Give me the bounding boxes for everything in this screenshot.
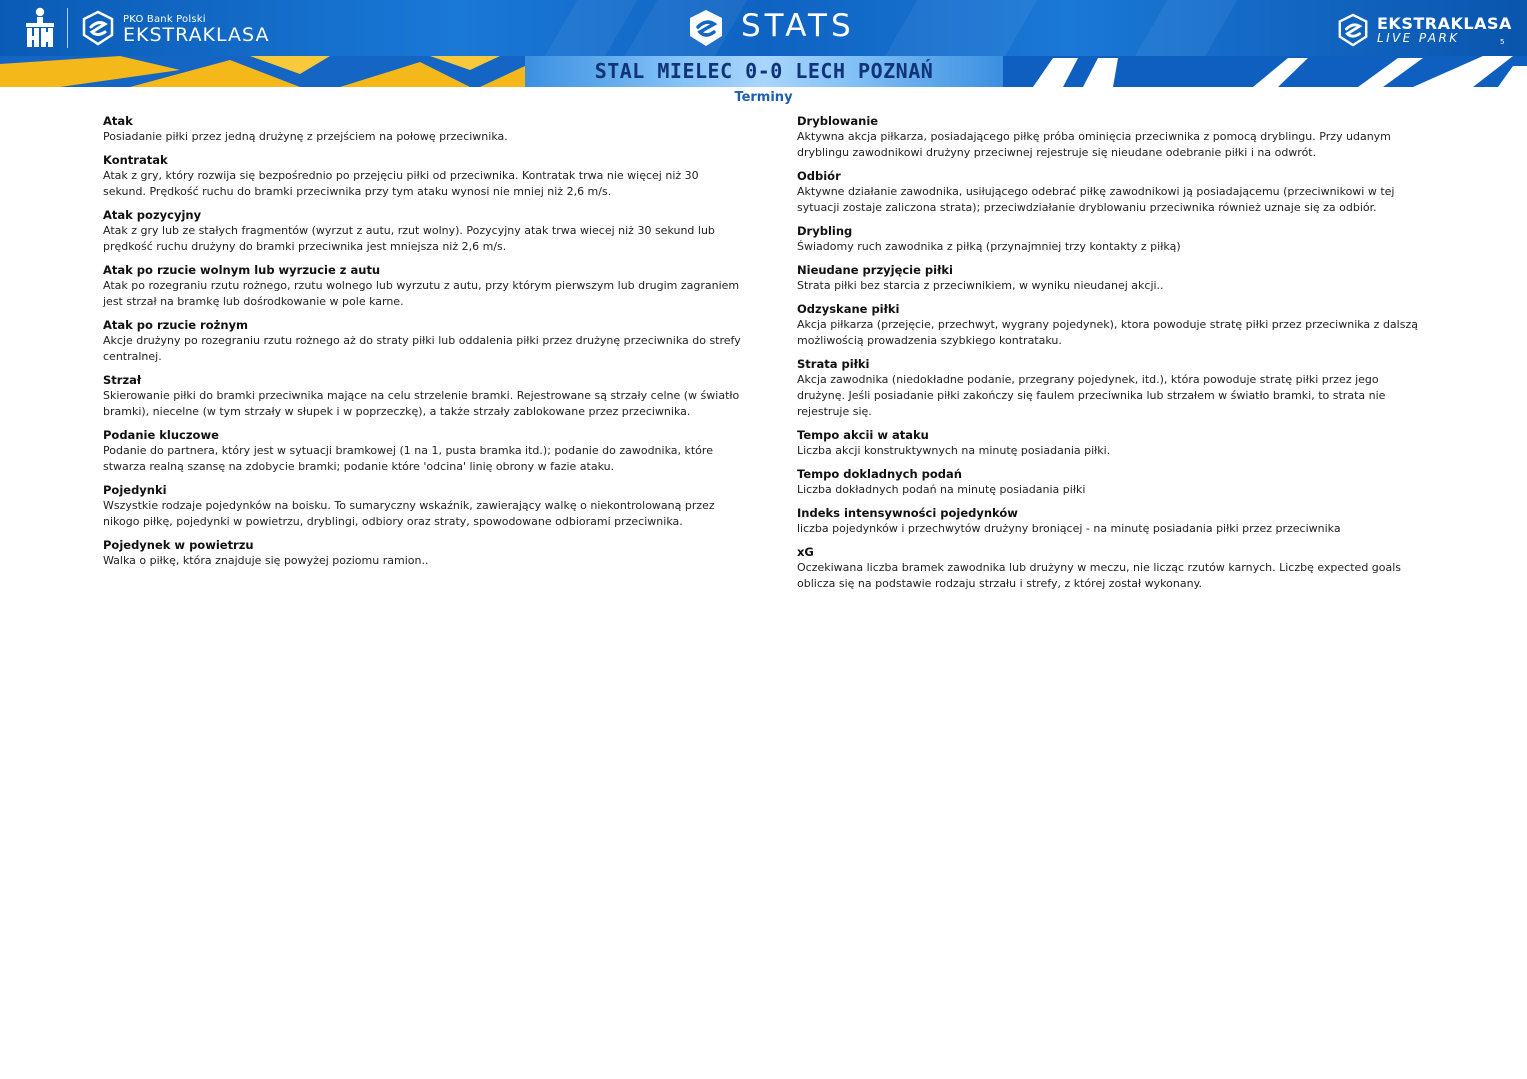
term-entry <box>103 113 743 145</box>
term-name: Kontratak <box>103 153 168 167</box>
term-definition: Aktywna akcja piłkarza, posiadającego piłkę próba ominięcia przeciwnika z pomocą dryblingu. Przy udanym dryblingu zawodnikowi drużyny przeciwnej rejestruje się nieudane odebranie piłki i na odwrót. <box>797 130 1391 159</box>
term-entry <box>797 505 1425 537</box>
live-park-logo-icon <box>1336 13 1370 47</box>
term-definition: Świadomy ruch zawodnika z piłką (przynajmniej trzy kontakty z piłką) <box>797 240 1181 253</box>
term-entry <box>103 317 743 365</box>
decorative-stars-graphic <box>0 56 525 87</box>
term-entry <box>797 113 1425 161</box>
term-definition: Akcja zawodnika (niedokładne podanie, przegrany pojedynek, itd.), która powoduje stratę piłki przez jego drużynę. Jeśli posiadanie piłki zakończy się faulem przeciwnika lub strzałem w światło bramki, to strata nie rejestruje się. <box>797 373 1386 418</box>
term-name: Pojedynek w powietrzu <box>103 538 254 552</box>
term-definition: Aktywne działanie zawodnika, usiłującego odebrać piłkę zawodnikowi ją posiadającemu (przeciwnikowi w tej sytuacji zostaje zaliczona strata); przeciwdziałanie dryblowaniu przeciwnika również uznaje się za odbiór. <box>797 185 1395 214</box>
term-name: Drybling <box>797 224 853 238</box>
stats-title: STATS <box>741 8 855 44</box>
match-title: STAL MIELEC 0-0 LECH POZNAŃ <box>594 59 934 83</box>
term-name: Podanie kluczowe <box>103 428 219 442</box>
term-entry <box>797 262 1425 294</box>
term-entry <box>797 301 1425 349</box>
match-bar-left-graphic <box>0 56 525 87</box>
term-entry <box>103 152 743 200</box>
term-definition: Akcje drużyny po rozegraniu rzutu rożnego aż do straty piłki lub oddalenia piłki przez drużynę przeciwnika do strefy centralnej. <box>103 334 741 363</box>
pko-bank-logo-icon <box>22 6 58 50</box>
term-entry <box>103 482 743 530</box>
term-definition: liczba pojedynków i przechwytów drużyny broniącej - na minutę posiadania piłki przez przeciwnika <box>797 522 1341 535</box>
term-definition: Oczekiwana liczba bramek zawodnika lub drużyny w meczu, nie licząc rzutów karnych. Liczbę expected goals oblicza się na podstawie rodzaju strzału i strefy, z której został wykonany. <box>797 561 1402 590</box>
term-name: Strata piłki <box>797 357 870 371</box>
term-definition: Atak z gry, który rozwija się bezpośrednio po przejęciu piłki od przeciwnika. Kontratak trwa nie więcej niż 30 sekund. Prędkość ruchu do bramki przeciwnika przy tym ataku wynosi nie mniej niż 2,6 m/s. <box>103 169 699 198</box>
term-definition: Atak po rozegraniu rzutu rożnego, rzutu wolnego lub wyrzutu z autu, przy którym pierwszym lub drugim zagraniem jest strzał na bramkę lub dośrodkowanie w pole karne. <box>103 279 740 308</box>
match-bar-right-graphic <box>1003 56 1527 87</box>
sponsor-line: PKO Bank Polski <box>123 14 206 25</box>
term-definition: Atak z gry lub ze stałych fragmentów (wyrzut z autu, rzut wolny). Pozycyjny atak trwa wiecej niż 30 sekund lub prędkość ruchu drużyny do bramki przeciwnika jest mniejsza niż 2,6 m/s. <box>103 224 715 253</box>
logo-divider <box>67 8 68 48</box>
header-stripe <box>877 0 1043 56</box>
term-entry <box>797 168 1425 216</box>
term-entry <box>797 356 1425 420</box>
term-definition: Skierowanie piłki do bramki przeciwnika mające na celu strzelenie bramki. Rejestrowane są strzały celne (w światło bramki), niecelne (w tym strzały w słupek i w poprzeczkę), a także strzały zablokowane przez przeciwnika. <box>103 389 740 418</box>
term-name: Odbiór <box>797 169 841 183</box>
term-definition: Akcja piłkarza (przejęcie, przechwyt, wygrany pojedynek), ktora powoduje stratę piłki przez przeciwnika z dalszą możliwością prowadzenia szybkiego kontrataku. <box>797 318 1418 347</box>
term-name: Tempo dokladnych podań <box>797 467 962 481</box>
live-park-brand: EKSTRAKLASA <box>1377 14 1512 33</box>
term-definition: Posiadanie piłki przez jedną drużynę z przejściem na połowę przeciwnika. <box>103 130 508 143</box>
term-definition: Walka o piłkę, która znajduje się powyżej poziomu ramion.. <box>103 554 429 567</box>
section-title: Terminy <box>734 90 793 105</box>
term-name: Atak po rzucie wolnym lub wyrzucie z autu <box>103 263 381 277</box>
term-entry <box>797 223 1425 255</box>
term-entry <box>797 466 1425 498</box>
page-number: 5 <box>1500 38 1505 46</box>
match-bar <box>0 56 1527 87</box>
live-park-subtitle: LIVE PARK <box>1377 31 1460 45</box>
terms-left-column <box>103 113 743 576</box>
header-stripe <box>617 0 753 56</box>
term-name: Odzyskane piłki <box>797 302 900 316</box>
term-entry <box>103 372 743 420</box>
term-name: Tempo akcii w ataku <box>797 428 929 442</box>
term-name: Nieudane przyjęcie piłki <box>797 263 953 277</box>
terms-right-column <box>797 113 1425 599</box>
term-name: Atak po rzucie rożnym <box>103 318 248 332</box>
term-definition: Strata piłki bez starcia z przeciwnikiem, w wyniku nieudanej akcji.. <box>797 279 1164 292</box>
term-entry <box>797 544 1425 592</box>
decorative-stripes-graphic <box>1003 56 1527 87</box>
term-entry <box>103 427 743 475</box>
term-name: xG <box>797 545 814 559</box>
brand-name: EKSTRAKLASA <box>123 24 270 46</box>
term-name: Atak <box>103 114 133 128</box>
term-name: Indeks intensywności pojedynków <box>797 506 1018 520</box>
term-entry <box>103 537 743 569</box>
term-definition: Wszystkie rodzaje pojedynków na boisku. To sumaryczny wskaźnik, zawierający walkę o niekontrolowaną przez nikogo piłkę, pojedynki w powietrzu, dryblingi, odbiory oraz straty, spowodowane odbiorami przeciwnika. <box>103 499 715 528</box>
term-definition: Podanie do partnera, który jest w sytuacji bramkowej (1 na 1, pusta bramka itd.); podanie do zawodnika, które stwarza realną szansę na zdobycie bramki; podanie które 'odcina' linię obrony w fazie ataku. <box>103 444 713 473</box>
term-name: Pojedynki <box>103 483 167 497</box>
term-entry <box>103 262 743 310</box>
term-entry <box>103 207 743 255</box>
term-definition: Liczba akcji konstruktywnych na minutę posiadania piłki. <box>797 444 1111 457</box>
header-stripe <box>537 0 643 56</box>
header-stripe <box>1127 0 1243 56</box>
stats-logo-icon <box>686 8 726 48</box>
term-name: Atak pozycyjny <box>103 208 202 222</box>
term-definition: Liczba dokładnych podań na minutę posiadania piłki <box>797 483 1086 496</box>
term-name: Strzał <box>103 373 142 387</box>
ekstraklasa-logo-icon <box>80 10 116 46</box>
term-entry <box>797 427 1425 459</box>
page-header <box>0 0 1527 56</box>
term-name: Dryblowanie <box>797 114 879 128</box>
